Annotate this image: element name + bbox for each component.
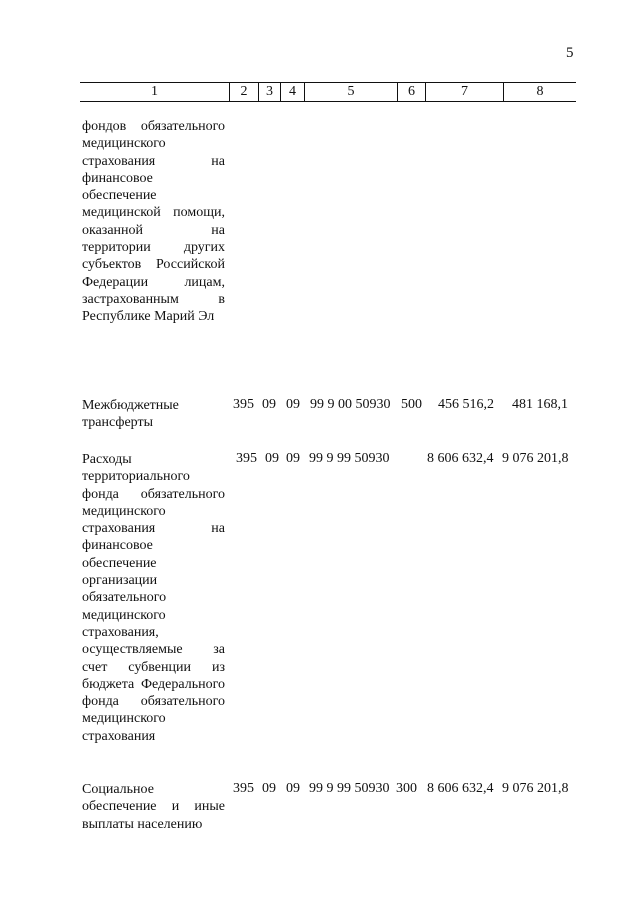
header-col-6: 6: [408, 84, 415, 99]
cell-target-article: 99 9 99 50930: [309, 781, 390, 796]
cell-section: 09: [262, 397, 276, 412]
cell-admin-code: 395: [236, 451, 257, 466]
cell-expense-type: 300: [396, 781, 417, 796]
cell-subsection: 09: [286, 397, 300, 412]
cell-target-article: 99 9 99 50930: [309, 451, 390, 466]
cell-expense-type: 500: [401, 397, 422, 412]
cell-amount-year1: 456 516,2: [438, 397, 494, 412]
row-label: Социальное обеспечение и иные выплаты населению: [82, 782, 225, 832]
row-label: Расходы территориального фонда обязательного медицинского страхования на финансовое обеспечение организации обязательного медицинского страхования, осуществляемые за счет субвенции из бюджета Федерального фонда обязательного медицинского страхования: [82, 452, 225, 744]
cell-admin-code: 395: [233, 781, 254, 796]
cell-section: 09: [262, 781, 276, 796]
cell-admin-code: 395: [233, 397, 254, 412]
row-label: фондов обязательного медицинского страхования на финансовое обеспечение медицинской помощи, оказанной на территории других субъектов Российской Федерации лицам, застрахованным в Республике Марий Эл: [82, 119, 225, 325]
page-number: 5: [566, 45, 574, 61]
header-col-7: 7: [461, 84, 468, 99]
header-col-1: 1: [151, 84, 158, 99]
cell-amount-year2: 9 076 201,8: [502, 781, 569, 796]
cell-amount-year1: 8 606 632,4: [427, 451, 494, 466]
header-col-5: 5: [347, 84, 355, 99]
header-col-2: 2: [240, 84, 248, 99]
header-col-8: 8: [536, 84, 544, 99]
cell-subsection: 09: [286, 781, 300, 796]
header-col-4: 4: [289, 84, 296, 99]
row-label: Межбюджетные трансферты: [82, 398, 179, 431]
header-col-3: 3: [266, 84, 273, 99]
cell-section: 09: [265, 451, 279, 466]
cell-subsection: 09: [286, 451, 300, 466]
cell-target-article: 99 9 00 50930: [310, 397, 391, 412]
table-header: [80, 82, 576, 102]
cell-amount-year2: 9 076 201,8: [502, 451, 569, 466]
cell-amount-year1: 8 606 632,4: [427, 781, 494, 796]
cell-amount-year2: 481 168,1: [512, 397, 568, 412]
